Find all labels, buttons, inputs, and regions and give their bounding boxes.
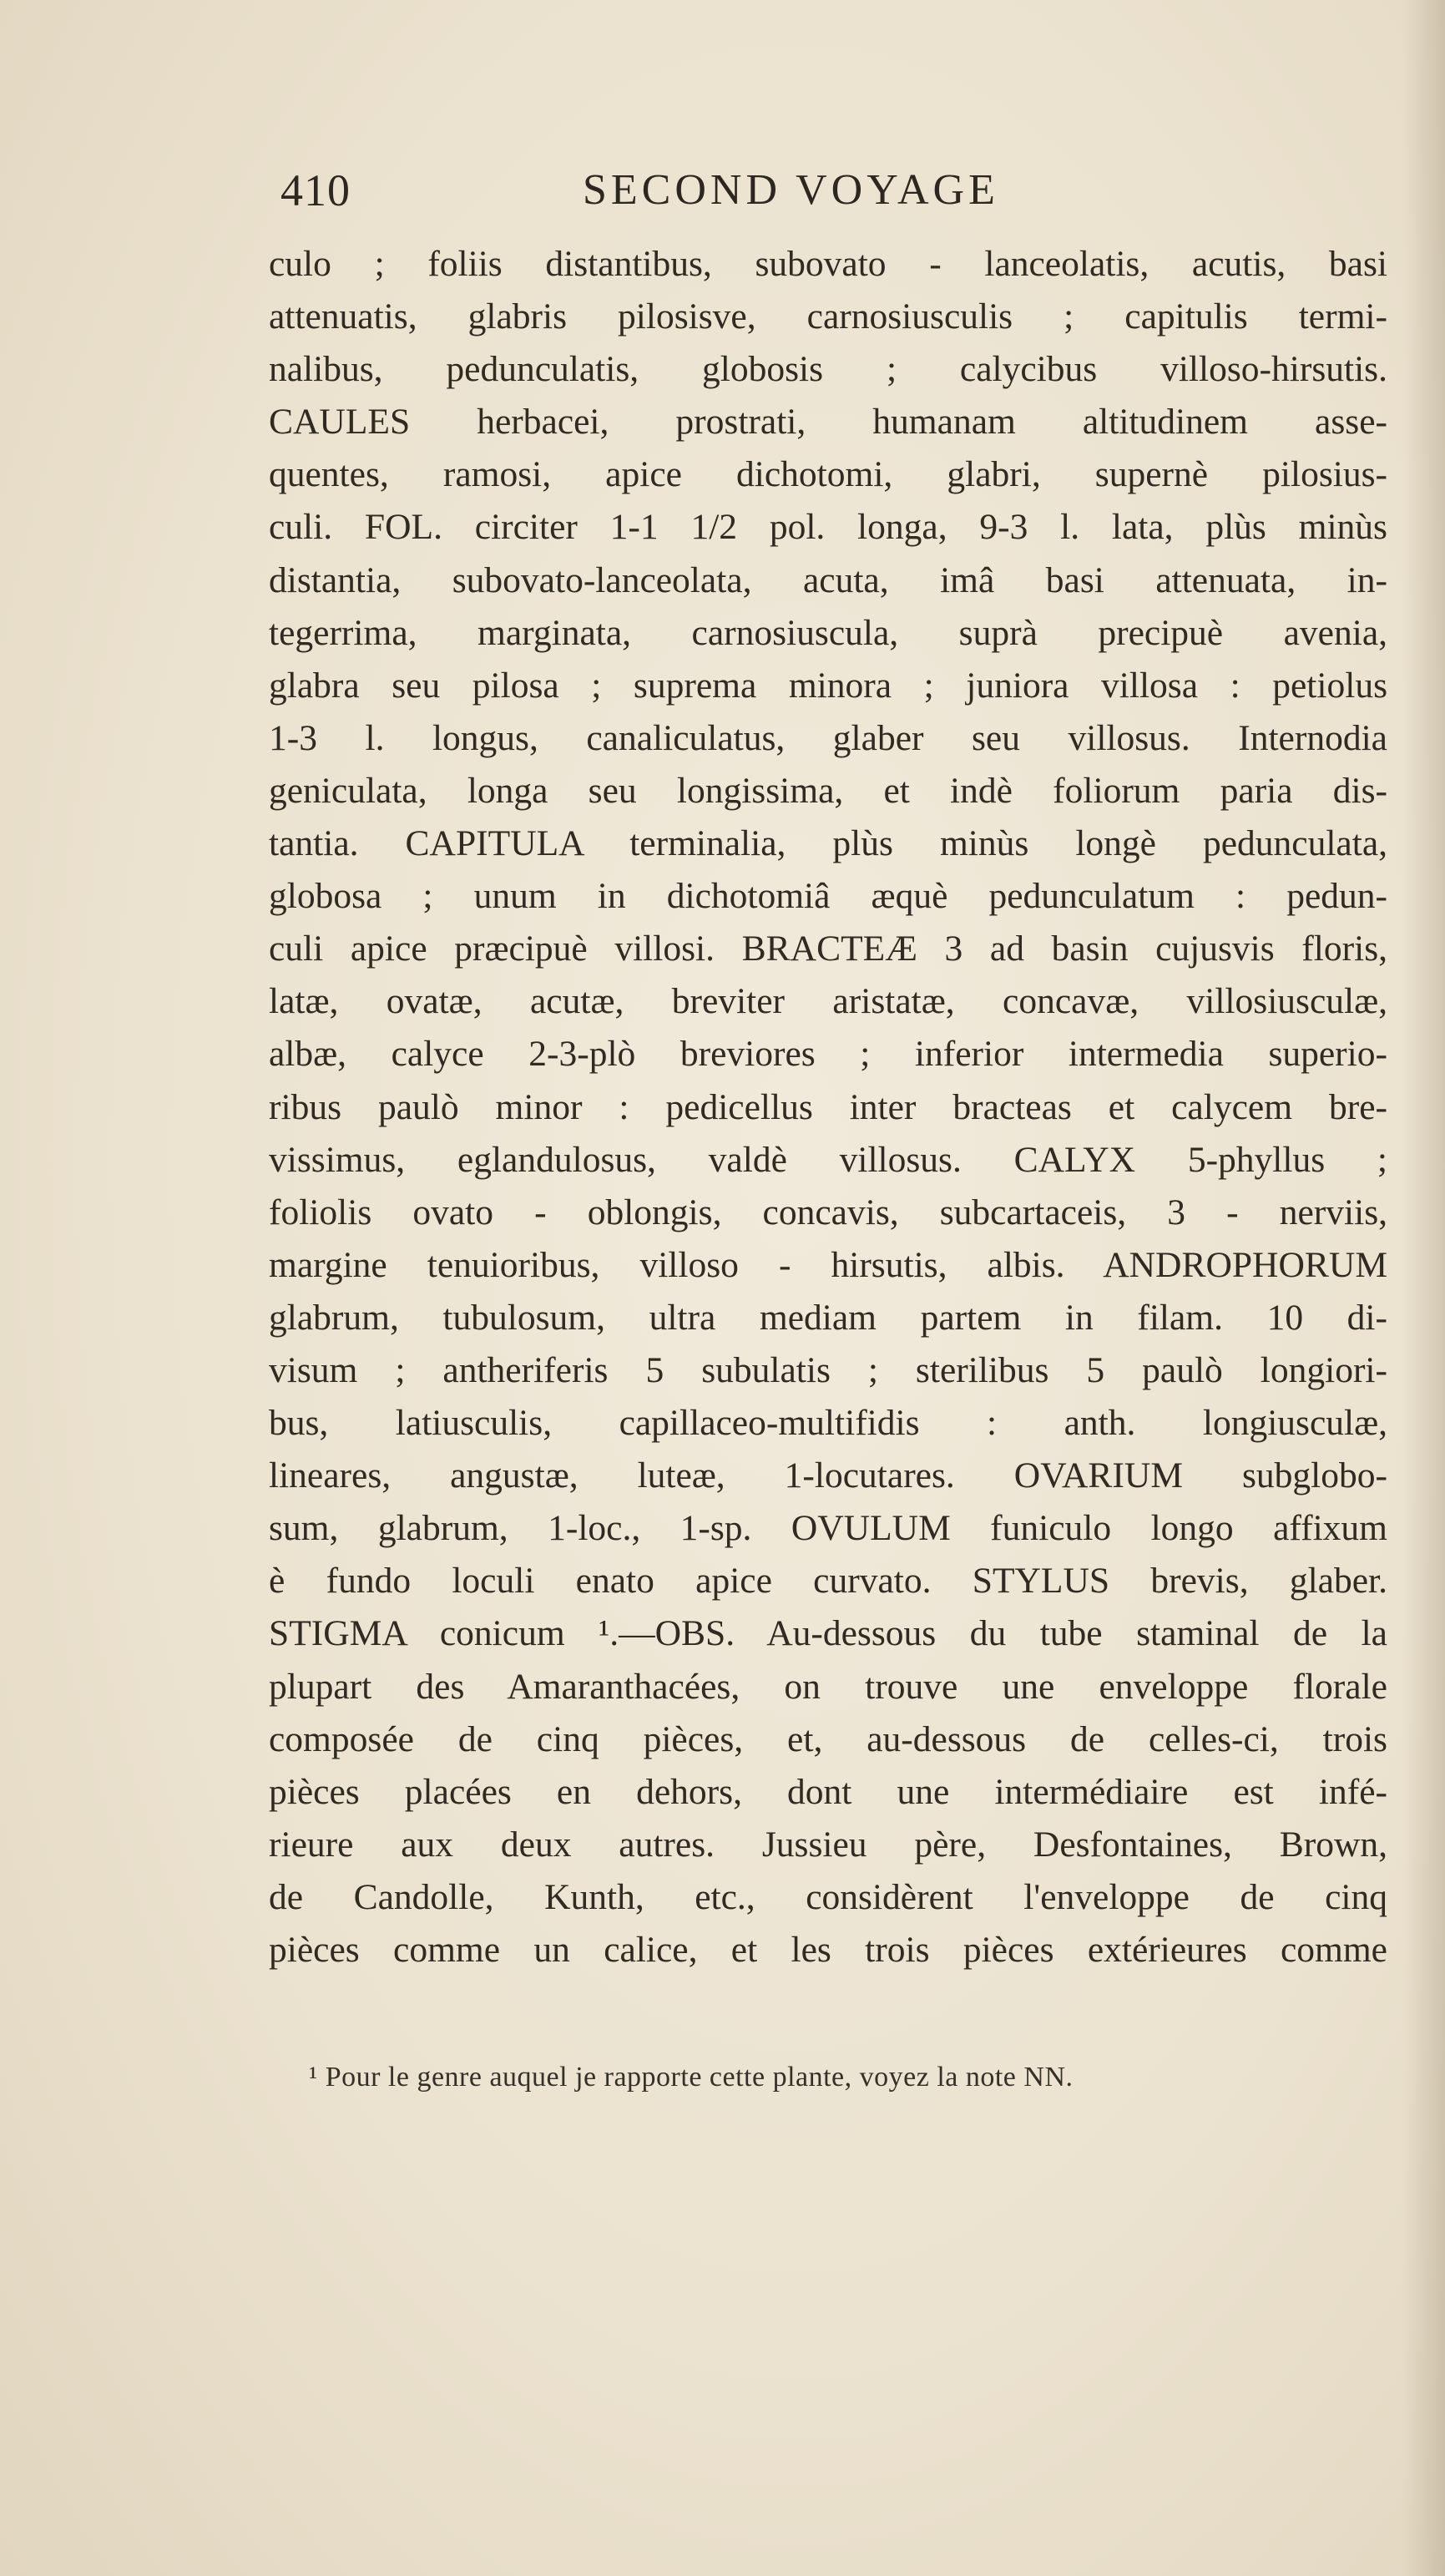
text-line: sum, glabrum, 1-loc., 1-sp. OVULUM funiculo longo affixum <box>269 1508 1387 1549</box>
text-line: tantia. CAPITULA terminalia, plùs minùs longè pedunculata, <box>269 823 1387 864</box>
text-line: nalibus, pedunculatis, globosis ; calycibus villoso-hirsutis. <box>269 349 1387 390</box>
text-line: distantia, subovato-lanceolata, acuta, imâ basi attenuata, in- <box>269 559 1387 600</box>
text-line: è fundo loculi enato apice curvato. STYLUS brevis, glaber. <box>269 1561 1387 1602</box>
text-line: pièces placées en dehors, dont une intermédiaire est infé- <box>269 1771 1387 1812</box>
page-edge-shadow <box>1402 0 1445 2576</box>
text-line: plupart des Amaranthacées, on trouve une enveloppe florale <box>269 1666 1387 1707</box>
text-line: visum ; antheriferis 5 subulatis ; sterilibus 5 paulò longiori- <box>269 1349 1387 1390</box>
text-line: ribus paulò minor : pedicellus inter bracteas et calycem bre- <box>269 1086 1387 1127</box>
text-line: CAULES herbacei, prostrati, humanam altitudinem asse- <box>269 402 1387 443</box>
text-line: culi apice præcipuè villosi. BRACTEÆ 3 ad basin cujusvis floris, <box>269 929 1387 969</box>
running-title: SECOND VOYAGE <box>583 166 999 214</box>
text-line: culi. FOL. circiter 1-1 1/2 pol. longa, 9-3 l. lata, plùs minùs <box>269 507 1387 548</box>
text-line: STIGMA conicum ¹.—OBS. Au-dessous du tube staminal de la <box>269 1613 1387 1654</box>
text-line: culo ; foliis distantibus, subovato - lanceolatis, acutis, basi <box>269 244 1387 284</box>
text-line: composée de cinq pièces, et, au-dessous de celles-ci, trois <box>269 1718 1387 1759</box>
page-number: 410 <box>280 165 351 215</box>
text-line: vissimus, eglandulosus, valdè villosus. CALYX 5-phyllus ; <box>269 1139 1387 1180</box>
body-text <box>269 238 1387 1976</box>
text-line: bus, latiusculis, capillaceo-multifidis : anth. longiusculæ, <box>269 1403 1387 1444</box>
text-line: globosa ; unum in dichotomiâ æquè pedunculatum : pedun- <box>269 876 1387 917</box>
page-header <box>269 157 1379 224</box>
text-line: 1-3 l. longus, canaliculatus, glaber seu villosus. Internodia <box>269 717 1387 758</box>
text-line: lineares, angustæ, luteæ, 1-locutares. OVARIUM subglobo- <box>269 1455 1387 1496</box>
text-line: albæ, calyce 2-3-plò breviores ; inferior intermedia superio- <box>269 1034 1387 1075</box>
text-line: foliolis ovato - oblongis, concavis, subcartaceis, 3 - nerviis, <box>269 1192 1387 1232</box>
footnote: ¹ Pour le genre auquel je rapporte cette plante, voyez la note NN. <box>309 2062 1074 2093</box>
text-line: tegerrima, marginata, carnosiuscula, suprà precipuè avenia, <box>269 612 1387 653</box>
text-line: rieure aux deux autres. Jussieu père, Desfontaines, Brown, <box>269 1824 1387 1865</box>
text-line: glabrum, tubulosum, ultra mediam partem in filam. 10 di- <box>269 1297 1387 1338</box>
text-line: geniculata, longa seu longissima, et indè foliorum paria dis- <box>269 770 1387 811</box>
text-line: glabra seu pilosa ; suprema minora ; juniora villosa : petiolus <box>269 665 1387 706</box>
text-line: pièces comme un calice, et les trois pièces extérieures comme <box>269 1930 1387 1970</box>
text-line: attenuatis, glabris pilosisve, carnosiusculis ; capitulis termi- <box>269 296 1387 337</box>
text-line: latæ, ovatæ, acutæ, breviter aristatæ, concavæ, villosiusculæ, <box>269 981 1387 1022</box>
text-line: quentes, ramosi, apice dichotomi, glabri, supernè pilosius- <box>269 454 1387 495</box>
text-line: margine tenuioribus, villoso - hirsutis, albis. ANDROPHORUM <box>269 1244 1387 1285</box>
text-line: de Candolle, Kunth, etc., considèrent l'enveloppe de cinq <box>269 1876 1387 1917</box>
